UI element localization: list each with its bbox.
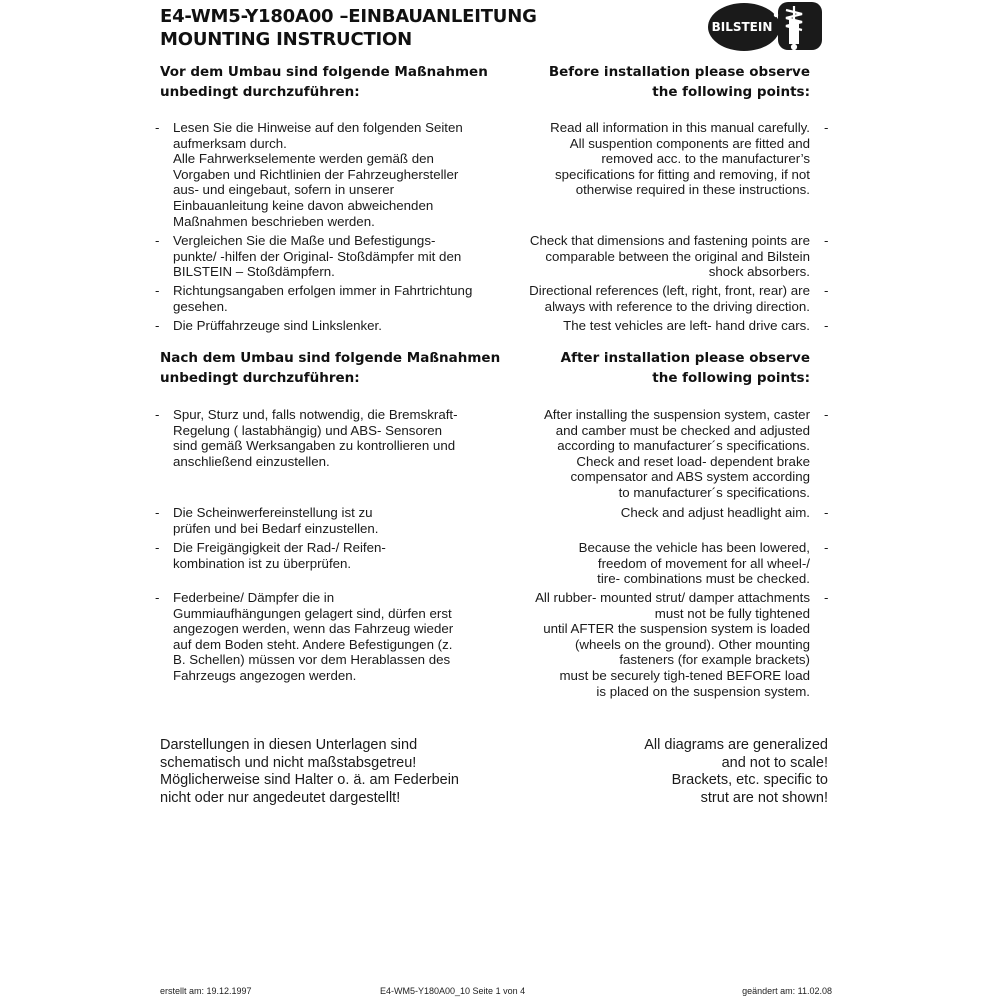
before-item-2-en: Check that dimensions and fastening points are comparable between the original and Bilstein shock absorbers.	[529, 233, 810, 280]
list-dash: -	[824, 233, 829, 248]
list-dash: -	[824, 120, 829, 135]
after-item-1-de: Spur, Sturz und, falls notwendig, die Bremskraft- Regelung ( lastabhängig) und ABS- Sensoren sind gemäß Werksangaben zu kontrollieren und anschließend einzustellen.	[173, 407, 458, 469]
after-item-1-en: After installing the suspension system, caster and camber must be checked and adjusted according to manufacturer´s specifications. Check and reset load- dependent brake compensator and ABS system according to manufacturer´s specifications.	[543, 407, 810, 500]
after-item-2-de: Die Scheinwerfereinstellung ist zu prüfen und bei Bedarf einzustellen.	[173, 505, 379, 536]
footer-changed-date: geändert am: 11.02.08	[742, 986, 832, 996]
list-dash: -	[155, 505, 160, 520]
list-dash: -	[155, 590, 160, 605]
document-title	[160, 5, 537, 51]
heading-before-en: Before installation please observe the following points:	[548, 64, 810, 100]
list-dash: -	[155, 283, 160, 298]
title-german: E4-WM5-Y180A00 –EINBAUANLEITUNG	[160, 6, 537, 27]
heading-after-en: After installation please observe the following points:	[560, 350, 810, 386]
note-diagrams-de: Darstellungen in diesen Unterlagen sind schematisch und nicht maßstabsgetreu! Möglicherweise sind Halter o. ä. am Federbein nicht oder nur angedeutet dargestellt!	[160, 737, 459, 806]
logo-text: BILSTEIN	[711, 20, 773, 34]
heading-after-de: Nach dem Umbau sind folgende Maßnahmen unbedingt durchzuführen:	[160, 350, 501, 386]
before-item-2-de: Vergleichen Sie die Maße und Befestigungs- punkte/ -hilfen der Original- Stoßdämpfer mit den BILSTEIN – Stoßdämpfern.	[173, 233, 462, 280]
list-dash: -	[155, 233, 160, 248]
list-dash: -	[824, 407, 829, 422]
list-dash: -	[155, 540, 160, 555]
heading-before-de: Vor dem Umbau sind folgende Maßnahmen unbedingt durchzuführen:	[160, 64, 488, 100]
list-dash: -	[824, 590, 829, 605]
title-english: MOUNTING INSTRUCTION	[160, 29, 413, 50]
list-dash: -	[824, 540, 829, 555]
bilstein-logo	[706, 0, 824, 52]
before-item-3-de: Richtungsangaben erfolgen immer in Fahrtrichtung gesehen.	[173, 283, 473, 314]
list-dash: -	[155, 407, 160, 422]
after-item-3-de: Die Freigängigkeit der Rad-/ Reifen- kombination ist zu überprüfen.	[173, 540, 386, 571]
after-item-4-de: Federbeine/ Dämpfer die in Gummiaufhängungen gelagert sind, dürfen erst angezogen werden, wenn das Fahrzeug wieder auf dem Boden steht. Andere Befestigungen (z. B. Schellen) müssen vor dem Herablassen des Fahrzeugs angezogen werden.	[173, 590, 454, 683]
after-item-3-en: Because the vehicle has been lowered, freedom of movement for all wheel-/ tire- combinations must be checked.	[578, 540, 810, 587]
note-diagrams-en: All diagrams are generalized and not to scale! Brackets, etc. specific to strut are not shown!	[644, 737, 828, 806]
after-item-4-en: All rubber- mounted strut/ damper attachments must not be fully tightened until AFTER the suspension system is loaded (wheels on the ground). Other mounting fasteners (for example brackets) must be securely tigh-tened BEFORE load is placed on the suspension system.	[535, 590, 810, 699]
list-dash: -	[824, 505, 829, 520]
list-dash: -	[155, 120, 160, 135]
before-item-4-de: Die Prüffahrzeuge sind Linkslenker.	[173, 318, 382, 333]
list-dash: -	[824, 318, 829, 333]
list-dash: -	[824, 283, 829, 298]
before-item-1-de: Lesen Sie die Hinweise auf den folgenden Seiten aufmerksam durch. Alle Fahrwerkselemente werden gemäß den Vorgaben und Richtlinien der Fahrzeughersteller aus- und eingebaut, sofern in unserer Einbauanleitung keine davon abweichenden Maßnahmen beschrieben werden.	[173, 120, 463, 229]
footer-created-date: erstellt am: 19.12.1997	[160, 986, 252, 996]
footer-doc-page: E4-WM5-Y180A00_10 Seite 1 von 4	[380, 986, 526, 996]
before-item-1-en: Read all information in this manual carefully. All suspention components are fitted and removed acc. to the manufacturer’s specifications for fitting and removing, if not otherwise required in these instructions.	[550, 120, 810, 198]
before-item-3-en: Directional references (left, right, front, rear) are always with reference to the driving direction.	[529, 283, 810, 314]
list-dash: -	[155, 318, 160, 333]
before-item-4-en: The test vehicles are left- hand drive cars.	[563, 318, 810, 333]
after-item-2-en: Check and adjust headlight aim.	[620, 505, 810, 520]
